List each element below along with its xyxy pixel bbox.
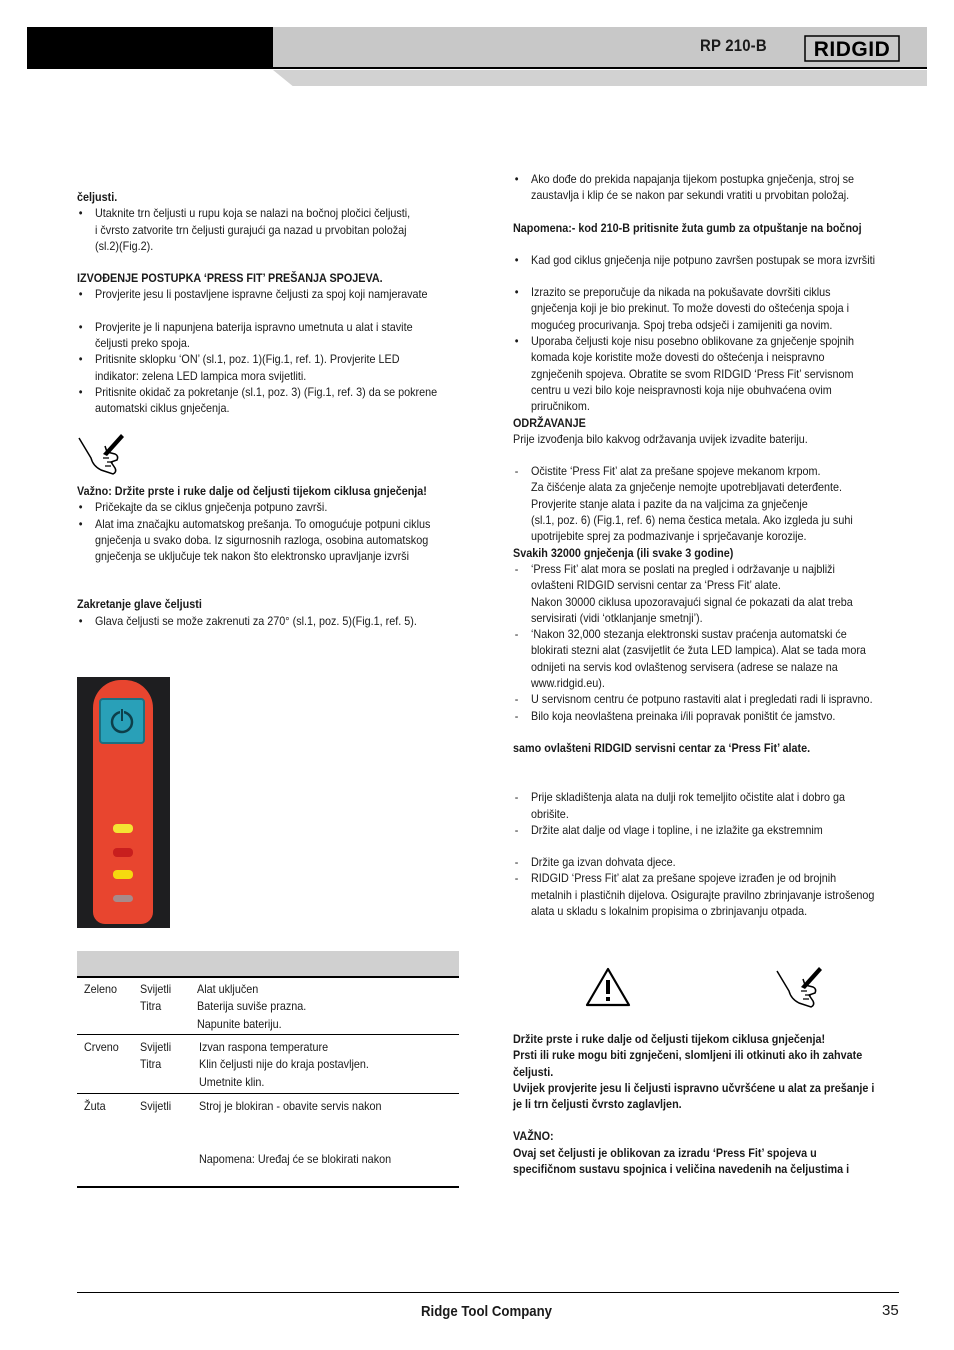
bullet-check-jaws: • Provjerite jesu li postavljene ispravne čeljusti za spoj koji namjeravate bbox=[78, 287, 428, 302]
hand-crush-icon bbox=[775, 965, 823, 1014]
row-yellow-color: Žuta bbox=[84, 1099, 106, 1113]
heading-rotate-head: Zakretanje glave čeljusti bbox=[77, 597, 202, 612]
bullet-never-complete: • Izrazito se preporučuje da nikada na pokušavate dovršiti ciklus gnječenja koji je bio prekinut. To može dovesti do oštećenja spoja i mogućeg procurivanja. Spoj treba odsječi i zamijeniti ga novim. bbox=[514, 285, 849, 332]
footer-rule bbox=[77, 1292, 899, 1293]
led-red bbox=[113, 848, 133, 857]
bullet-wait-cycle: • Pričekajte da se ciklus gnječenja potpuno završi. bbox=[78, 500, 328, 515]
right-column bbox=[513, 171, 900, 919]
dash-moisture: - Držite alat dalje od vlage i topline, i ne izlažite ga ekstremnim bbox=[514, 822, 823, 837]
header-black-bar bbox=[27, 27, 273, 68]
led-green bbox=[113, 824, 133, 833]
power-button-icon bbox=[99, 698, 145, 744]
maintenance-intro: Prije izvođenja bilo kakvog održavanja uvijek izvadite bateriju. bbox=[513, 431, 808, 446]
left-column bbox=[77, 189, 455, 417]
row-red-color: Crveno bbox=[84, 1040, 119, 1054]
bullet-rotate-270: • Glava čeljusti se može zakrenuti za 270° (sl.1, poz. 5)(Fig.1, ref. 5). bbox=[78, 613, 417, 628]
row-green-state-2: Titra bbox=[140, 999, 162, 1013]
heading-maintenance: ODRŽAVANJE bbox=[513, 415, 586, 430]
service-center-note: samo ovlašteni RIDGID servisni centar za ‘Press Fit’ alate. bbox=[513, 740, 811, 755]
dash-children: - Držite ga izvan dohvata djece. bbox=[514, 855, 676, 870]
row-yellow-state-1: Svijetli bbox=[140, 1099, 172, 1113]
bullet-check-battery: • Provjerite je li napunjena baterija ispravno umetnuta u alat i stavite čeljusti preko spoja. bbox=[78, 319, 413, 351]
dash-warranty: - Bilo koja neovlaštena preinaka i/ili popravak poništit će jamstvo. bbox=[514, 708, 836, 723]
row-yellow-desc-1: Stroj je blokiran - obavite servis nakon bbox=[199, 1099, 382, 1113]
row-yellow-note: Napomena: Uređaj će se blokirati nakon bbox=[199, 1152, 392, 1166]
dash-disposal: - RIDGID ‘Press Fit’ alat za prešane spojeve izrađen je od brojnih metalnih i plastičnih dijelova. Osigurajte pravilno zbrinjavanje istrošenog alata u skladu s lokalnim propisima o zbrinjavanju otpada. bbox=[514, 871, 875, 918]
svg-text:RIDGID: RIDGID bbox=[813, 38, 891, 61]
dash-disassemble: - U servisnom centru će potpuno rastaviti alat i pregledati radi li ispravno. bbox=[514, 692, 873, 707]
led-off bbox=[113, 895, 133, 902]
row-red-desc-3: Umetnite klin. bbox=[199, 1075, 265, 1089]
bullet-auto-press: • Alat ima značajku automatskog prešanja. To omogućuje potpuni ciklus gnječenja u svako doba. Iz sigurnosnih razloga, osobina automatskog gnječenja se uključuje tek nakon što elektronsko upravljanje izvrši bbox=[78, 516, 431, 564]
ridgid-logo bbox=[804, 35, 900, 62]
heading-press-fit: IZVOĐENJE POSTUPKA ‘PRESS FIT’ PREŠANJA SPOJEVA. bbox=[77, 271, 383, 286]
hand-warning-icon bbox=[77, 432, 125, 481]
header-rule bbox=[27, 67, 927, 69]
important-label: VAŽNO: bbox=[513, 1129, 554, 1144]
bullet-jaw-usage: • Uporaba čeljusti koje nisu posebno oblikovane za gnječenje spojnih komada koje koristite može dovesti do oštećenja i neispravno zgnječenih spojeva. Obratite se svom RIDGID ‘Press Fit’ servisnom centru u vezi bilo koje neispravnosti koja nije obuhvaćena ovim priručnikom. bbox=[514, 334, 855, 414]
footer-company: Ridge Tool Company bbox=[421, 1303, 553, 1320]
dash-storage-clean: - Prije skladištenja alata na dulji rok temeljito očistite alat i dobro ga obrišite. bbox=[514, 790, 845, 821]
dash-32000-block: - ‘Nakon 32,000 stezanja elektronski sustav praćenja automatski će blokirati stezni alat (zasvijetlit će žuta LED lampica). Alat se tada mora odnijeti na servis kod ovlaštenog servisera (adrese se nalaze na www.ridgid.eu). bbox=[514, 627, 866, 691]
warning-keep-fingers: Važno: Držite prste i ruke dalje od čeljusti tijekom ciklusa gnječenja! bbox=[77, 484, 427, 498]
dash-clean: - Očistite ‘Press Fit’ alat za prešane spojeve mekanom krpom. Za čišćenje alata za gnječenje nemojte upotrebljavati deterđente. Provjerite stanje alata i pazite da na valjcima za gnječenje (sl.1, poz. 6) (Fig.1, ref. 6) nema čestica metala. Ako izgleda ju suhi upotrijebite sprej za podmazivanje i sprječavanje korozije. bbox=[514, 464, 853, 544]
bullet-insert-pin: • Utaknite trn čeljusti u rupu koja se nalazi na bočnoj pločici čeljusti, i čvrsto zatvorite trn čeljusti gurajući ga nazad u prvobitan položaj (sl.2)(Fig.2). bbox=[78, 206, 411, 253]
warning-triangle-icon bbox=[585, 967, 631, 1012]
bullet-power-interrupt: • Ako dođe do prekida napajanja tijekom postupka gnječenja, stroj se zaustavlja i klip će se nakon par sekundi vratiti u prvobitan položaj. bbox=[514, 172, 855, 203]
header-stripe bbox=[273, 70, 927, 86]
heading-32000: Svakih 32000 gnječenja (ili svake 3 godine) bbox=[513, 545, 734, 560]
row-red-desc-1: Izvan raspona temperature bbox=[199, 1040, 329, 1054]
row-green-desc-2: Baterija suviše prazna. bbox=[197, 999, 307, 1013]
left-column-2 bbox=[77, 483, 455, 629]
note-yellow-button: Napomena:- kod 210-B pritisnite žuta gumb za otpuštanje na bočnoj bbox=[513, 220, 862, 235]
bullet-trigger: • Pritisnite okidač za pokretanje (sl.1, poz. 3) (Fig.1, ref. 3) da se pokrene automatski ciklus gnječenja. bbox=[78, 384, 438, 416]
row-red-state-2: Titra bbox=[140, 1057, 162, 1071]
led-yellow bbox=[113, 870, 133, 879]
warning-fingers: Držite prste i ruke dalje od čeljusti tijekom ciklusa gnječenja! bbox=[513, 1032, 826, 1046]
row-green-desc-1: Alat uključen bbox=[197, 982, 259, 996]
row-green-desc-3: Napunite bateriju. bbox=[197, 1017, 282, 1031]
dash-service-send: - ‘Press Fit’ alat mora se poslati na pregled i održavanje u najbliži ovlašteni RIDGID servisni centar za ‘Press Fit’ alate. Nakon 30000 ciklusa upozoravajući signal će pokazati da alat treba servisirati (vidi ‘otklanjanje smetnji’). bbox=[514, 561, 853, 625]
row-green-color: Zeleno bbox=[84, 982, 118, 996]
table-header bbox=[77, 951, 459, 976]
bullet-cycle-complete: • Kad god ciklus gnječenja nije potpuno završen postupak se mora izvršiti bbox=[514, 252, 875, 267]
table-rule-2 bbox=[77, 1093, 459, 1094]
table-rule-top bbox=[77, 976, 459, 978]
model-title: RP 210-B bbox=[700, 36, 767, 55]
right-warning-block: Držite prste i ruke dalje od čeljusti tijekom ciklusa gnječenja! Prsti ili ruke mogu biti zgnječeni, slomljeni ili otkinuti ako ih zahvate čeljusti. Uvijek provjerite jesu li čeljusti ispravno učvršćene u alat za prešanje i je li trn čeljusti čvrsto zaglavljen. VAŽNO: Ovaj set čeljusti je oblikovan za izradu ‘Press Fit’ spojeva u specifičnom sustavu spojnica i veličina navedenih na čeljustima i bbox=[513, 1031, 900, 1177]
page-number: 35 bbox=[882, 1302, 899, 1319]
row-green-state-1: Svijetli bbox=[140, 982, 172, 996]
row-red-desc-2: Klin čeljusti nije do kraja postavljen. bbox=[199, 1057, 369, 1071]
bullet-on-switch: • Pritisnite sklopku ‘ON’ (sl.1, poz. 1)(Fig.1, ref. 1). Provjerite LED indikator: zelena LED lampica mora svijetliti. bbox=[78, 352, 400, 383]
text-jaws: čeljusti. bbox=[77, 190, 118, 204]
table-rule-1 bbox=[77, 1034, 459, 1035]
table-rule-bottom bbox=[77, 1186, 459, 1188]
row-red-state-1: Svijetli bbox=[140, 1040, 172, 1054]
